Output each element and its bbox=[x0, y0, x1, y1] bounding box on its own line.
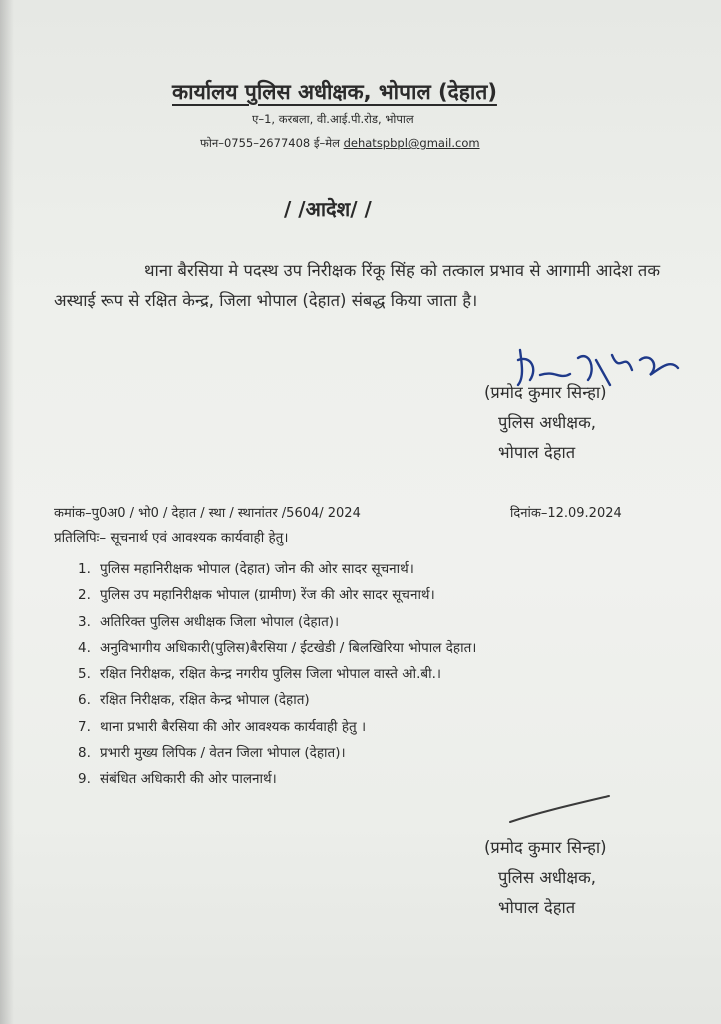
pen-stroke bbox=[505, 790, 615, 830]
signatory-location: भोपाल देहात bbox=[498, 443, 576, 462]
list-item: 6. रक्षित निरीक्षक, रक्षित केन्द्र भोपाल (देहात) bbox=[78, 692, 310, 709]
list-item: 8. प्रभारी मुख्य लिपिक / वेतन जिला भोपाल (देहात)। bbox=[78, 745, 346, 762]
signatory-designation: पुलिस अधीक्षक, bbox=[498, 413, 597, 432]
list-item: 4. अनुविभागीय अधिकारी(पुलिस)बैरसिया / ईटखेडी / बिलखिरिया भोपाल देहात। bbox=[78, 639, 477, 656]
list-item: 5. रक्षित निरीक्षक, रक्षित केन्द्र नगरीय पुलिस जिला भोपाल वास्ते ओ.बी.। bbox=[78, 666, 441, 683]
signatory-designation: पुलिस अधीक्षक, bbox=[498, 868, 597, 887]
signatory-location: भोपाल देहात bbox=[498, 898, 576, 917]
list-item: 7. थाना प्रभारी बैरसिया की ओर आवश्यक कार्यवाही हेतु । bbox=[78, 718, 367, 735]
signatory-name: (प्रमोद कुमार सिन्हा) bbox=[484, 383, 607, 402]
list-item: 9. संबंधित अधिकारी की ओर पालनार्थ। bbox=[78, 771, 277, 788]
signature-block-1 bbox=[484, 378, 607, 468]
signatory-name: (प्रमोद कुमार सिन्हा) bbox=[484, 838, 607, 857]
order-heading: / /आदेश/ / bbox=[284, 197, 372, 221]
order-body: थाना बैरसिया मे पदस्थ उप निरीक्षक रिंकू सिंह को तत्काल प्रभाव से आगामी आदेश तक अस्थाई रूप से रक्षित केन्द्र, जिला भोपाल (देहात) संबद्ध किया जाता है। bbox=[54, 261, 660, 310]
list-item: 1. पुलिस महानिरीक्षक भोपाल (देहात) जोन की ओर सादर सूचनार्थ। bbox=[78, 561, 414, 577]
reference-number: कमांक–पु0अ0 / भो0 / देहात / स्था / स्थानांतर /5604/ 2024 bbox=[54, 506, 361, 521]
list-item: 3. अतिरिक्त पुलिस अधीक्षक जिला भोपाल (देहात)। bbox=[78, 613, 340, 630]
signature-block-2 bbox=[484, 833, 607, 923]
copy-to-heading: प्रतिलिपिः– सूचनार्थ एवं आवश्यक कार्यवाही हेतु। bbox=[54, 530, 289, 546]
page-shadow bbox=[0, 0, 14, 1024]
email-text: dehatspbpl@gmail.com bbox=[343, 136, 480, 150]
copy-to-list bbox=[78, 556, 476, 793]
phone-text: फोन–0755–2677408 ई–मेल bbox=[200, 136, 344, 150]
order-date: दिनांक–12.09.2024 bbox=[510, 506, 622, 521]
office-title: कार्यालय पुलिस अधीक्षक, भोपाल (देहात) bbox=[172, 80, 497, 104]
office-contact bbox=[200, 136, 480, 151]
office-address: ए–1, करबला, वी.आई.पी.रोड, भोपाल bbox=[252, 112, 414, 126]
list-item: 2. पुलिस उप महानिरीक्षक भोपाल (ग्रामीण) रेंज की ओर सादर सूचनार्थ। bbox=[78, 587, 435, 604]
